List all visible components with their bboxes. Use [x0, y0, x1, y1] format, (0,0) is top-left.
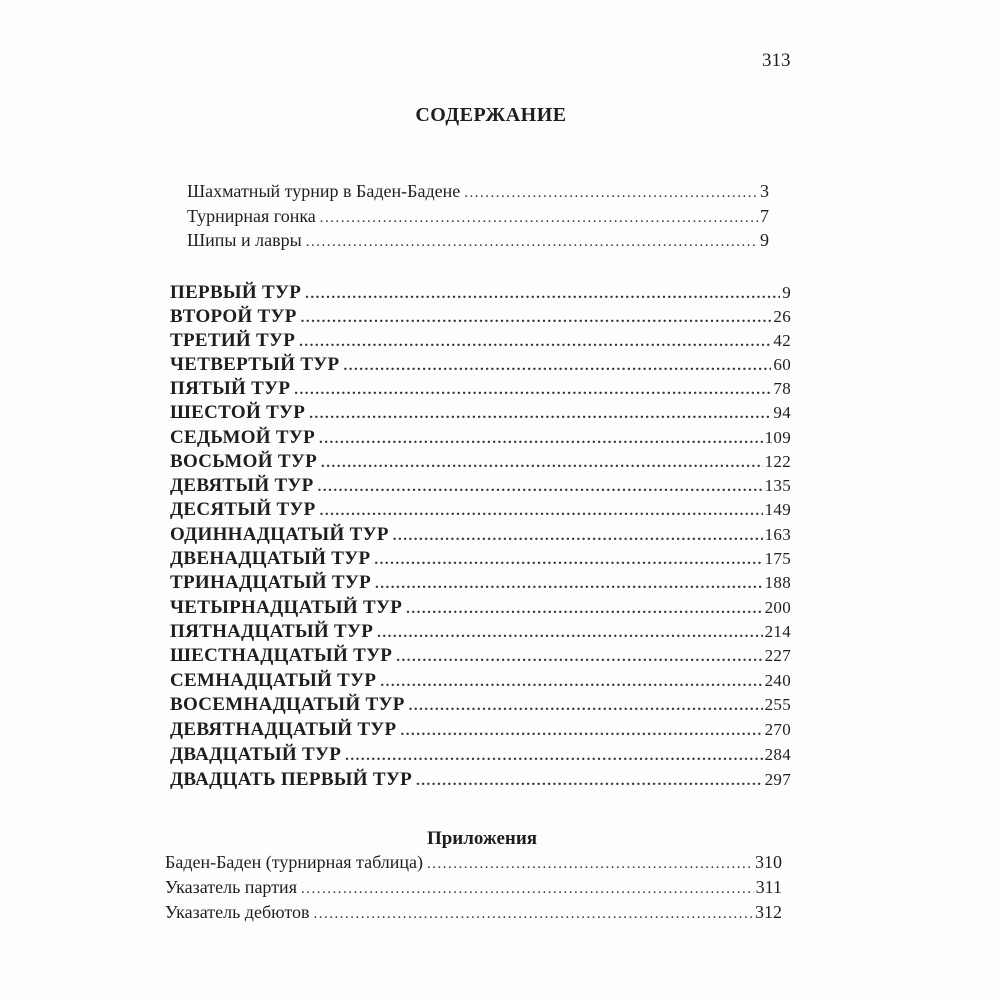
- dot-leader: [406, 601, 762, 618]
- toc-entry[interactable]: [170, 744, 791, 766]
- toc-entry-page: 284: [764, 745, 791, 764]
- toc-entry[interactable]: [170, 719, 791, 741]
- toc-entry[interactable]: [187, 230, 769, 251]
- dot-leader: [306, 234, 758, 251]
- toc-entry-label: Указатель партия: [165, 877, 297, 897]
- toc-entry[interactable]: [170, 330, 791, 352]
- toc-entry-label: Шахматный турнир в Баден-Бадене: [187, 181, 461, 201]
- toc-entry-page: 227: [764, 646, 791, 665]
- dot-leader: [464, 185, 758, 202]
- toc-entry-page: 26: [773, 307, 791, 326]
- dot-leader: [374, 552, 762, 569]
- toc-entry[interactable]: [187, 206, 769, 227]
- toc-entry[interactable]: [170, 524, 791, 546]
- dot-leader: [320, 503, 763, 520]
- dot-leader: [409, 698, 763, 715]
- dot-leader: [309, 406, 771, 423]
- toc-entry[interactable]: [170, 597, 791, 619]
- toc-entry-label: СЕМНАДЦАТЫЙ ТУР: [170, 670, 377, 691]
- appendix-heading: Приложения: [426, 828, 538, 849]
- dot-leader: [345, 748, 762, 765]
- page-title: СОДЕРЖАНИЕ: [415, 104, 567, 126]
- toc-entry-label: ОДИННАДЦАТЫЙ ТУР: [170, 524, 389, 545]
- toc-entry-label: ДЕВЯТЫЙ ТУР: [170, 475, 314, 496]
- dot-leader: [393, 528, 763, 545]
- dot-leader: [416, 773, 763, 790]
- dot-leader: [319, 431, 763, 448]
- toc-entry[interactable]: [170, 670, 791, 692]
- toc-entry-label: ДЕВЯТНАДЦАТЫЙ ТУР: [170, 719, 397, 740]
- dot-leader: [305, 286, 780, 303]
- toc-entry-page: 42: [773, 331, 791, 350]
- toc-entry-page: 297: [764, 770, 791, 789]
- toc-entry-page: 94: [773, 403, 791, 422]
- dot-leader: [321, 455, 763, 472]
- toc-entry[interactable]: [165, 877, 782, 898]
- toc-entry-label: Турнирная гонка: [187, 206, 316, 226]
- toc-entry-page: 175: [764, 549, 791, 568]
- toc-entry[interactable]: [165, 852, 782, 873]
- page-number: 313: [762, 50, 791, 71]
- toc-entry[interactable]: [170, 306, 791, 328]
- toc-entry-label: Баден-Баден (турнирная таблица): [165, 852, 424, 872]
- toc-entry[interactable]: [187, 181, 769, 202]
- toc-entry-label: ДВАДЦАТЬ ПЕРВЫЙ ТУР: [170, 769, 412, 790]
- toc-entry-page: 310: [755, 852, 782, 872]
- toc-entry[interactable]: [170, 282, 791, 304]
- toc-entry[interactable]: [170, 402, 791, 424]
- toc-entry-label: ТРИНАДЦАТЫЙ ТУР: [170, 572, 372, 593]
- toc-entry[interactable]: [170, 769, 791, 791]
- toc-entry[interactable]: [170, 548, 791, 570]
- toc-entry[interactable]: [170, 572, 791, 594]
- toc-entry-label: ЧЕТЫРНАДЦАТЫЙ ТУР: [170, 597, 403, 618]
- toc-entry-label: ДВАДЦАТЫЙ ТУР: [170, 744, 342, 765]
- dot-leader: [320, 210, 758, 227]
- toc-entry-label: ПЕРВЫЙ ТУР: [170, 282, 302, 303]
- toc-entry-page: 312: [755, 902, 782, 922]
- dot-leader: [343, 358, 771, 375]
- toc-entry-page: 78: [773, 379, 791, 398]
- toc-entry[interactable]: [165, 902, 782, 923]
- toc-entry-label: ЧЕТВЕРТЫЙ ТУР: [170, 354, 340, 375]
- dot-leader: [318, 479, 763, 496]
- toc-entry-page: 200: [764, 598, 791, 617]
- toc-entry-label: ПЯТНАДЦАТЫЙ ТУР: [170, 621, 374, 642]
- toc-entry-label: Шипы и лавры: [187, 230, 302, 250]
- toc-entry-page: 149: [764, 500, 791, 519]
- toc-entry[interactable]: [170, 378, 791, 400]
- toc-entry[interactable]: [170, 451, 791, 473]
- toc-entry-label: СЕДЬМОЙ ТУР: [170, 427, 316, 448]
- toc-entry-page: 122: [764, 452, 791, 471]
- toc-entry-page: 163: [764, 525, 791, 544]
- dot-leader: [301, 881, 754, 898]
- toc-entry-label: ТРЕТИЙ ТУР: [170, 330, 296, 351]
- dot-leader: [396, 649, 762, 666]
- dot-leader: [375, 576, 763, 593]
- toc-entry-label: ВОСЕМНАДЦАТЫЙ ТУР: [170, 694, 405, 715]
- dot-leader: [299, 334, 771, 351]
- toc-entry[interactable]: [170, 621, 791, 643]
- toc-entry-page: 188: [764, 573, 791, 592]
- toc-entry-page: 135: [764, 476, 791, 495]
- dot-leader: [427, 856, 753, 873]
- toc-entry-page: 109: [764, 428, 791, 447]
- toc-entry[interactable]: [170, 475, 791, 497]
- toc-entry-page: 3: [760, 181, 769, 201]
- toc-entry[interactable]: [170, 354, 791, 376]
- toc-entry[interactable]: [170, 427, 791, 449]
- toc-entry-page: 255: [764, 695, 791, 714]
- toc-entry-page: 311: [755, 877, 782, 897]
- dot-leader: [313, 906, 753, 923]
- toc-entry-page: 9: [760, 230, 769, 250]
- toc-entry[interactable]: [170, 694, 791, 716]
- toc-entry-page: 214: [764, 622, 791, 641]
- dot-leader: [400, 723, 762, 740]
- toc-entry-label: ДВЕНАДЦАТЫЙ ТУР: [170, 548, 371, 569]
- toc-entry-label: ПЯТЫЙ ТУР: [170, 378, 291, 399]
- toc-entry-page: 7: [760, 206, 769, 226]
- dot-leader: [377, 625, 762, 642]
- toc-entry[interactable]: [170, 645, 791, 667]
- toc-entry-label: Указатель дебютов: [165, 902, 310, 922]
- toc-entry-page: 270: [764, 720, 791, 739]
- dot-leader: [294, 382, 771, 399]
- toc-entry-label: ШЕСТНАДЦАТЫЙ ТУР: [170, 645, 393, 666]
- toc-entry-page: 60: [773, 355, 791, 374]
- toc-entry-label: ДЕСЯТЫЙ ТУР: [170, 499, 316, 520]
- toc-entry-label: ШЕСТОЙ ТУР: [170, 402, 306, 423]
- toc-entry-page: 240: [764, 671, 791, 690]
- dot-leader: [301, 310, 772, 327]
- toc-entry-page: 9: [782, 283, 791, 302]
- toc-entry[interactable]: [170, 499, 791, 521]
- toc-entry-label: ВОСЬМОЙ ТУР: [170, 451, 317, 472]
- toc-entry-label: ВТОРОЙ ТУР: [170, 306, 297, 327]
- dot-leader: [380, 674, 762, 691]
